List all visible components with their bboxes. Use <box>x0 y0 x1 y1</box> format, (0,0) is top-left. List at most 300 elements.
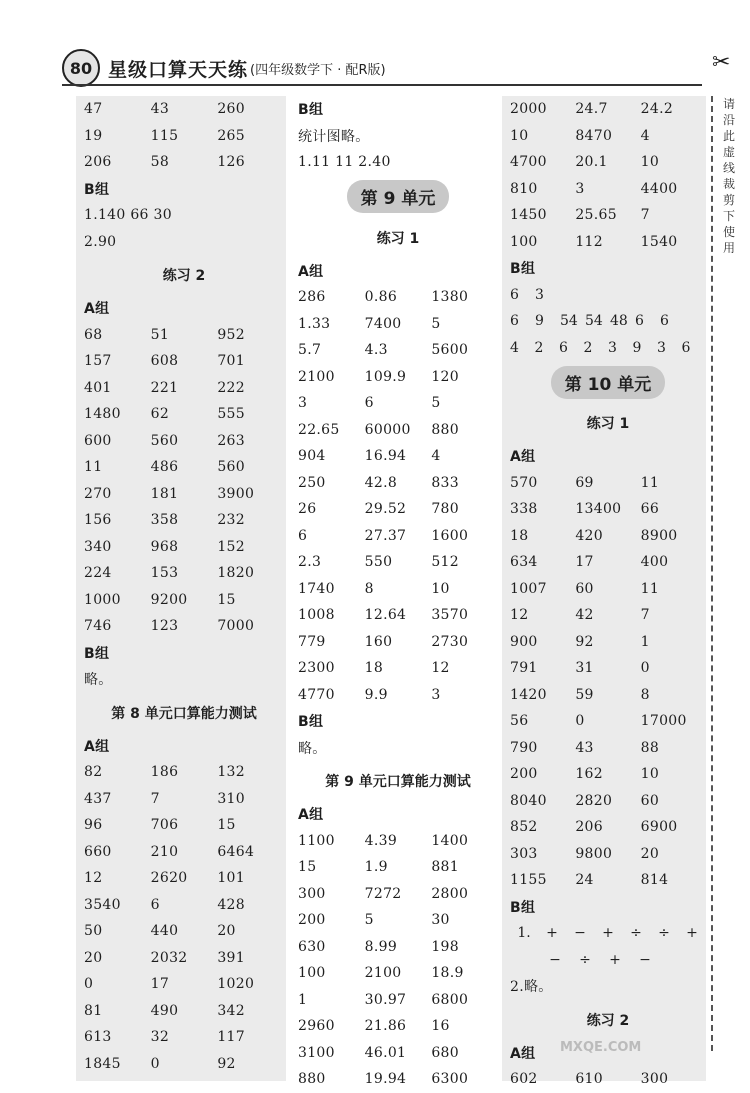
cell: 9.9 <box>364 686 388 703</box>
cell: 1450 <box>510 207 547 224</box>
cell: 608 <box>150 353 179 370</box>
cell: 550 <box>364 554 393 571</box>
cell: 340 <box>84 538 112 555</box>
group-label: A组 <box>298 263 324 280</box>
cell: 660 <box>84 843 112 860</box>
table-row <box>84 998 284 1025</box>
cell: 880 <box>298 1071 326 1088</box>
page-number: 80 <box>62 49 100 87</box>
cell: 16 <box>431 1018 450 1035</box>
cell: 401 <box>84 379 112 396</box>
table-row <box>84 945 284 972</box>
cell: 1480 <box>84 406 121 423</box>
cell: 2100 <box>364 965 402 982</box>
table-row <box>298 854 498 881</box>
unit-banner-9: 第 9 单元 <box>347 180 450 213</box>
group-label: B组 <box>298 102 324 119</box>
cell: 1020 <box>217 976 255 993</box>
cell: 8 <box>640 686 650 703</box>
cell: 42.8 <box>364 474 398 491</box>
cell: 5.7 <box>298 342 322 359</box>
table-row <box>298 443 498 470</box>
digit: 54 <box>585 313 603 330</box>
exercise-title: 练习 1 <box>376 230 420 247</box>
table-row <box>510 814 706 841</box>
cell: 0 <box>150 1055 160 1072</box>
cell: 1100 <box>298 832 335 849</box>
table-row <box>510 682 706 709</box>
cell: 904 <box>298 448 326 465</box>
cell: 19 <box>84 127 103 144</box>
cell: 1 <box>298 991 308 1008</box>
cell: 186 <box>150 764 179 781</box>
group-label: A组 <box>84 301 110 318</box>
cell: 20 <box>84 949 103 966</box>
table-row <box>84 454 284 481</box>
cell: 570 <box>510 474 538 491</box>
group-label: B组 <box>510 261 536 278</box>
digit-row <box>510 282 706 309</box>
cell: 198 <box>431 938 459 955</box>
cell: 602 <box>510 1071 538 1088</box>
answer-line: 1.11 11 2.40 <box>298 154 391 171</box>
cell: 1380 <box>431 289 469 306</box>
cell: 2960 <box>298 1018 335 1035</box>
cell: 153 <box>150 565 179 582</box>
watermark: MXQE.COM <box>560 1040 642 1055</box>
cell: 1.9 <box>364 859 388 876</box>
cell: 123 <box>150 618 179 635</box>
exercise-title: 练习 2 <box>162 268 206 284</box>
sign: + <box>602 925 614 942</box>
table-row <box>510 202 706 229</box>
cell: 512 <box>431 554 459 571</box>
table-row <box>510 523 706 550</box>
cell: 117 <box>217 1029 245 1046</box>
cell: 12.64 <box>364 607 407 624</box>
sign: + <box>546 925 558 942</box>
cell: 3 <box>298 395 308 412</box>
cell: 100 <box>298 965 326 982</box>
cell: 21.86 <box>364 1018 407 1035</box>
cell: 69 <box>575 474 594 491</box>
cell: 5 <box>431 395 441 412</box>
cell: 152 <box>217 538 245 555</box>
cell: 8.99 <box>364 938 398 955</box>
table-row <box>510 788 706 815</box>
cell: 12 <box>510 607 529 624</box>
cell: 6300 <box>431 1071 469 1088</box>
cell: 50 <box>84 923 103 940</box>
table-row <box>84 587 284 614</box>
cell: 880 <box>431 421 459 438</box>
cell: 613 <box>84 1029 112 1046</box>
page-header <box>62 50 662 86</box>
cell: 15 <box>298 859 317 876</box>
cell: 22.65 <box>298 421 340 438</box>
cell: 3 <box>575 180 585 197</box>
cell: 206 <box>84 154 112 171</box>
cell: 96 <box>84 817 103 834</box>
cell: 7 <box>640 607 650 624</box>
table-row <box>298 576 498 603</box>
cell: 440 <box>150 923 179 940</box>
table-row <box>84 613 284 640</box>
table-row <box>510 96 706 123</box>
cell: 232 <box>217 512 245 529</box>
cell: 6464 <box>217 843 255 860</box>
cell: 810 <box>510 180 538 197</box>
answer-line: 2.略。 <box>510 979 553 996</box>
table-row <box>298 337 498 364</box>
cell: 24 <box>575 872 594 889</box>
cell: 60 <box>575 580 594 597</box>
table-row <box>510 229 706 256</box>
cell: 32 <box>150 1029 170 1046</box>
table-row <box>298 629 498 656</box>
cell: 26 <box>298 501 317 518</box>
book-subtitle: (四年级数学下 · 配R版) <box>250 62 386 78</box>
cell: 82 <box>84 764 103 781</box>
cell: 10 <box>640 766 660 783</box>
test-title: 第 9 单元口算能力测试 <box>325 774 471 790</box>
digit: 6 <box>559 339 568 356</box>
cell: 81 <box>84 1002 103 1019</box>
group-label: A组 <box>510 449 536 466</box>
cut-line <box>711 96 713 1051</box>
cell: 4.3 <box>364 342 388 359</box>
table-row <box>84 971 284 998</box>
cell: 286 <box>298 289 326 306</box>
digit: 3 <box>535 286 544 303</box>
cell: 12 <box>431 660 450 677</box>
cell: 3100 <box>298 1044 335 1061</box>
digit-row <box>510 308 706 335</box>
cell: 310 <box>217 790 245 807</box>
cell: 6 <box>364 395 374 412</box>
digit: 2 <box>583 339 593 356</box>
cell: 2300 <box>298 660 335 677</box>
cell: 7 <box>640 207 650 224</box>
table-row <box>298 311 498 338</box>
table-row <box>298 682 498 709</box>
table-row <box>84 481 284 508</box>
table-row <box>298 934 498 961</box>
cell: 263 <box>217 432 245 449</box>
cell: 200 <box>298 912 326 929</box>
cell: 60 <box>640 792 660 809</box>
answer-line: 略。 <box>298 740 327 757</box>
cell: 20 <box>217 923 236 940</box>
cell: 0 <box>640 660 650 677</box>
cell: 8040 <box>510 792 547 809</box>
cell: 701 <box>217 353 245 370</box>
cell: 27.37 <box>364 527 407 544</box>
table-row <box>84 375 284 402</box>
cell: 4 <box>640 127 650 144</box>
cell: 162 <box>575 766 603 783</box>
cell: 420 <box>575 527 603 544</box>
cell: 15 <box>217 591 236 608</box>
cell: 224 <box>84 565 112 582</box>
cell: 181 <box>150 485 179 502</box>
sign-row <box>510 947 706 974</box>
table-row <box>510 496 706 523</box>
cell: 790 <box>510 739 538 756</box>
cell: 24.7 <box>575 101 608 118</box>
unit-banner-9-wrap <box>298 176 498 218</box>
cell: 486 <box>150 459 179 476</box>
cell: 10 <box>640 154 660 171</box>
cell: 109.9 <box>364 368 407 385</box>
group-label: B组 <box>298 714 324 731</box>
cell: 20.1 <box>575 154 608 171</box>
cell: 6900 <box>640 819 678 836</box>
cell: 791 <box>510 660 538 677</box>
cell: 634 <box>510 554 538 571</box>
answer-line: 统计图略。 <box>298 128 370 145</box>
sign: 1. <box>517 925 531 942</box>
sign: − <box>549 951 561 968</box>
cell: 1420 <box>510 686 547 703</box>
side-note: 请沿此虚线裁剪下使用 <box>722 97 735 255</box>
cell: 560 <box>150 432 179 449</box>
cell: 780 <box>431 501 459 518</box>
table-row <box>510 1066 706 1093</box>
cell: 11 <box>84 459 103 476</box>
cell: 610 <box>575 1071 603 1088</box>
cell: 68 <box>84 326 103 343</box>
cell: 0.86 <box>364 289 398 306</box>
sign: ÷ <box>579 951 591 968</box>
cell: 157 <box>84 353 112 370</box>
cell: 4400 <box>640 180 678 197</box>
table-row <box>84 812 284 839</box>
table-row <box>298 496 498 523</box>
table-row <box>510 735 706 762</box>
table-row <box>298 523 498 550</box>
cell: 968 <box>150 538 179 555</box>
group-label: B组 <box>84 645 110 662</box>
cell: 437 <box>84 790 112 807</box>
cell: 1155 <box>510 872 547 889</box>
cell: 2820 <box>575 792 613 809</box>
cell: 60000 <box>364 421 411 438</box>
table-row <box>510 123 706 150</box>
digit: 4 <box>510 339 519 356</box>
cell: 1740 <box>298 580 335 597</box>
cell: 210 <box>150 843 179 860</box>
cell: 88 <box>640 739 660 756</box>
cell: 358 <box>150 512 179 529</box>
cell: 680 <box>431 1044 459 1061</box>
group-label: B组 <box>510 899 536 916</box>
cell: 11 <box>640 474 660 491</box>
cell: 10 <box>431 580 450 597</box>
table-row <box>84 348 284 375</box>
cell: 1.33 <box>298 315 331 332</box>
table-row <box>298 284 498 311</box>
cell: 338 <box>510 501 538 518</box>
cell: 814 <box>640 872 669 889</box>
column-1 <box>84 96 284 1077</box>
cell: 881 <box>431 859 459 876</box>
cell: 30 <box>431 912 450 929</box>
cell: 3570 <box>431 607 469 624</box>
digit: 6 <box>510 286 519 303</box>
table-row <box>510 470 706 497</box>
cell: 221 <box>150 379 179 396</box>
cell: 92 <box>575 633 594 650</box>
cell: 250 <box>298 474 326 491</box>
digit: 3 <box>608 339 617 356</box>
cell: 13400 <box>575 501 622 518</box>
digit: 6 <box>510 313 519 330</box>
cell: 1845 <box>84 1055 121 1072</box>
book-title: 星级口算天天练 <box>108 58 249 81</box>
column-2 <box>298 96 498 1093</box>
table-row <box>84 322 284 349</box>
cell: 2.3 <box>298 554 322 571</box>
cell: 46.01 <box>364 1044 407 1061</box>
cell: 600 <box>84 432 112 449</box>
cell: 58 <box>150 154 170 171</box>
cell: 1 <box>640 633 650 650</box>
table-row <box>510 708 706 735</box>
cell: 1000 <box>84 591 121 608</box>
table-row <box>84 428 284 455</box>
table-row <box>298 881 498 908</box>
cell: 42 <box>575 607 594 624</box>
cell: 6 <box>150 896 160 913</box>
table-row <box>84 401 284 428</box>
cell: 6800 <box>431 991 469 1008</box>
cell: 400 <box>640 554 669 571</box>
cell: 746 <box>84 618 112 635</box>
table-row <box>298 907 498 934</box>
cell: 24.2 <box>640 101 674 118</box>
cell: 8 <box>364 580 374 597</box>
column-3 <box>510 96 706 1093</box>
table-row <box>298 602 498 629</box>
table-row <box>298 364 498 391</box>
cell: 18.9 <box>431 965 464 982</box>
cell: 156 <box>84 512 112 529</box>
table-row <box>84 1051 284 1078</box>
answer-line: 略。 <box>84 672 113 689</box>
cell: 11 <box>640 580 660 597</box>
cell: 0 <box>84 976 94 993</box>
table-row <box>84 560 284 587</box>
cell: 265 <box>217 127 245 144</box>
cell: 300 <box>298 885 326 902</box>
digit: 6 <box>681 339 691 356</box>
cell: 852 <box>510 819 538 836</box>
cell: 779 <box>298 633 326 650</box>
group-label: A组 <box>84 738 110 755</box>
sign: + <box>609 951 621 968</box>
cell: 9800 <box>575 845 613 862</box>
table-row <box>510 549 706 576</box>
cell: 4770 <box>298 686 335 703</box>
table-row <box>298 1066 498 1093</box>
cell: 222 <box>217 379 245 396</box>
table-row <box>510 176 706 203</box>
sign: + <box>686 925 698 942</box>
cell: 7 <box>150 790 160 807</box>
cell: 560 <box>217 459 245 476</box>
cell: 126 <box>217 154 245 171</box>
digit: 2 <box>534 339 544 356</box>
cell: 12 <box>84 870 103 887</box>
cell: 10 <box>510 127 529 144</box>
cell: 706 <box>150 817 179 834</box>
cell: 6 <box>298 527 308 544</box>
table-row <box>510 761 706 788</box>
cell: 30.97 <box>364 991 407 1008</box>
digit: 48 <box>610 313 628 330</box>
cell: 31 <box>575 660 594 677</box>
cell: 900 <box>510 633 538 650</box>
sign: ÷ <box>658 925 670 942</box>
table-row <box>298 987 498 1014</box>
unit-banner-10: 第 10 单元 <box>551 366 666 399</box>
cell: 25.65 <box>575 207 617 224</box>
cell: 17 <box>150 976 170 993</box>
sign: − <box>639 951 651 968</box>
scissors-icon: ✂ <box>712 50 731 75</box>
cell: 2620 <box>150 870 188 887</box>
table-row <box>510 629 706 656</box>
table-row <box>84 123 284 150</box>
cell: 490 <box>150 1002 179 1019</box>
cell: 630 <box>298 938 326 955</box>
table-row <box>298 655 498 682</box>
cell: 15 <box>217 817 236 834</box>
table-row <box>84 786 284 813</box>
cell: 555 <box>217 406 245 423</box>
cell: 3540 <box>84 896 121 913</box>
cell: 18 <box>510 527 529 544</box>
cell: 4.39 <box>364 832 398 849</box>
cell: 270 <box>84 485 112 502</box>
group-label: A组 <box>298 807 324 824</box>
unit-banner-10-wrap <box>510 361 706 403</box>
test-title: 第 8 单元口算能力测试 <box>111 705 257 722</box>
table-row <box>84 759 284 786</box>
cell: 0 <box>575 713 585 730</box>
header-rule <box>62 84 702 86</box>
cell: 8900 <box>640 527 678 544</box>
cell: 132 <box>217 764 245 781</box>
cell: 56 <box>510 713 529 730</box>
cell: 66 <box>640 501 660 518</box>
digit-row <box>510 335 706 362</box>
cell: 1007 <box>510 580 547 597</box>
table-row <box>298 960 498 987</box>
cell: 101 <box>217 870 245 887</box>
table-row <box>298 1013 498 1040</box>
cell: 428 <box>217 896 245 913</box>
cell: 9200 <box>150 591 188 608</box>
table-row <box>298 828 498 855</box>
cell: 2100 <box>298 368 335 385</box>
cell: 5 <box>431 315 441 332</box>
table-row <box>510 149 706 176</box>
cell: 100 <box>510 233 538 250</box>
cell: 1820 <box>217 565 255 582</box>
cell: 112 <box>575 233 603 250</box>
